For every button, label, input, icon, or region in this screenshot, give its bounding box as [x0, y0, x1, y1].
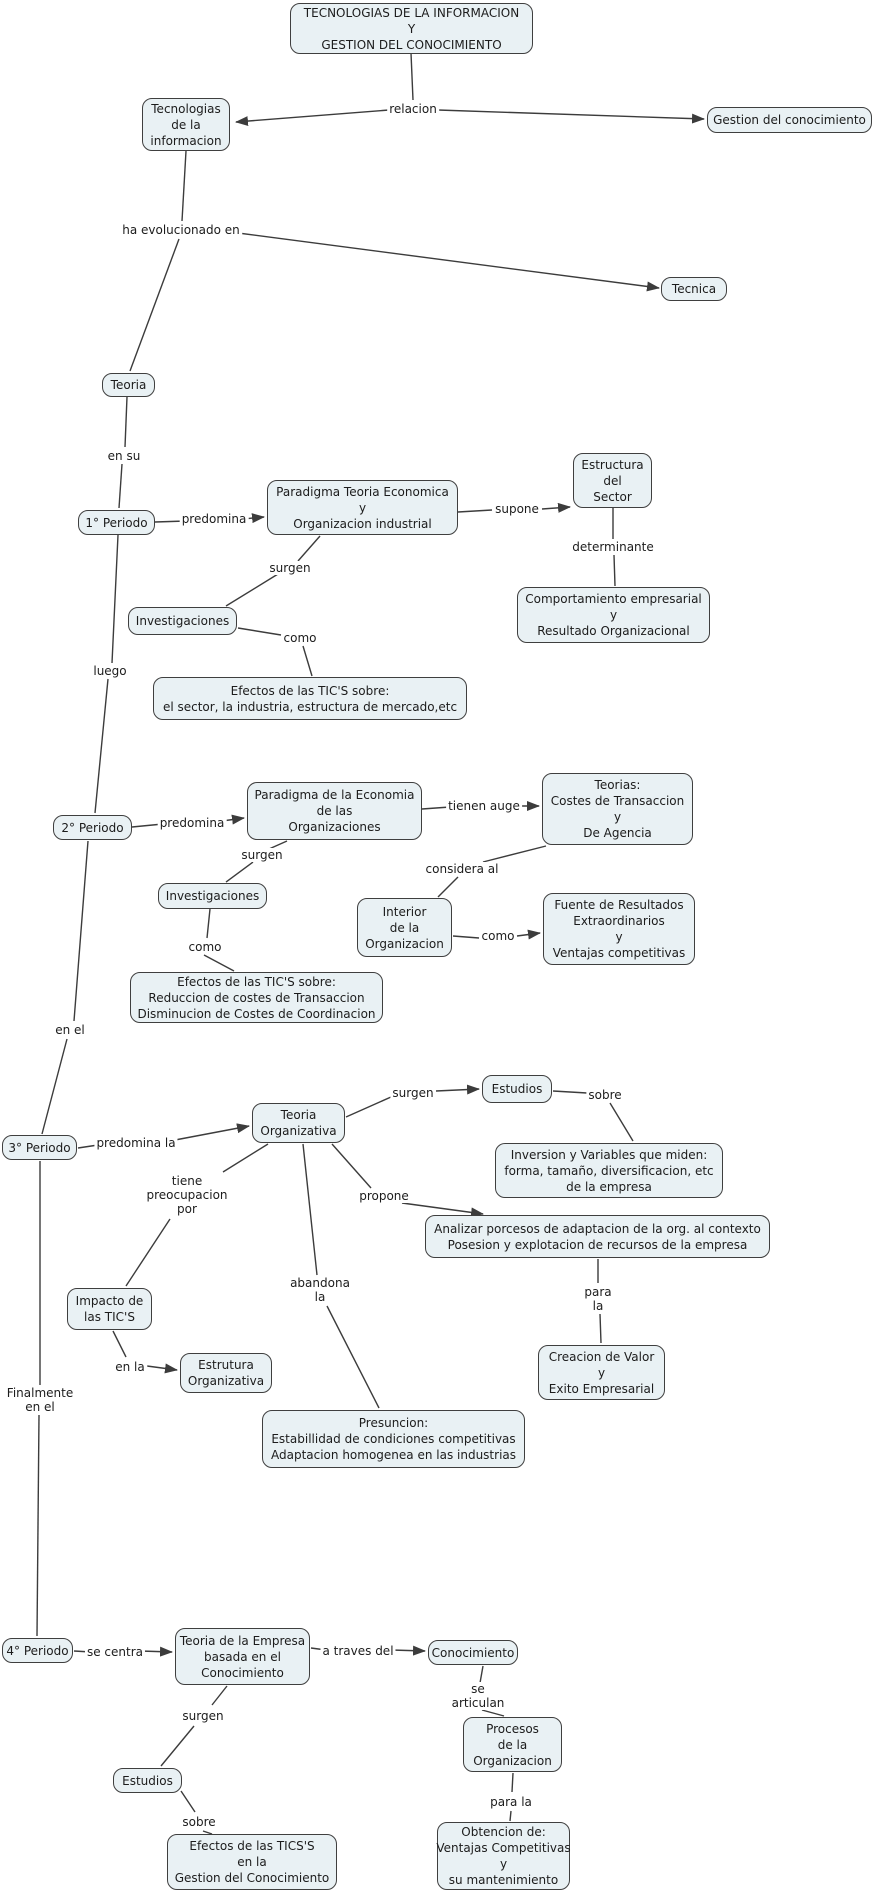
node-efectos-tics-1-text-1: el sector, la industria, estructura de mercado,etc: [162, 699, 458, 714]
node-efectos-tics-3-text-1: en la: [237, 1855, 267, 1869]
node-titulo[interactable]: [290, 3, 533, 54]
node-gestion-conocimiento[interactable]: [707, 107, 872, 133]
node-periodo-2[interactable]: [53, 815, 132, 840]
link-label-se-centra[interactable]: [85, 1645, 145, 1659]
node-analizar-procesos-text-1: Posesion y explotacion de recursos de la empresa: [447, 1237, 748, 1252]
node-investigaciones-1[interactable]: [128, 607, 237, 635]
connector-line-15: [226, 574, 278, 606]
node-analizar-procesos[interactable]: [425, 1215, 770, 1258]
connector-line-59: [510, 1811, 511, 1821]
link-label-ha-evolucionado-en[interactable]: [120, 223, 242, 237]
node-presuncion-text-1: Estabillidad de condiciones competitivas: [271, 1432, 516, 1446]
node-tecnologias-informacion-text-0: Tecnologias: [151, 101, 221, 116]
link-label-en-el[interactable]: [53, 1023, 87, 1037]
connector-line-16: [238, 628, 281, 635]
connector-line-37: [436, 1089, 479, 1091]
link-label-como-3[interactable]: [480, 929, 517, 943]
node-presuncion-text-0: Presuncion:: [358, 1416, 429, 1430]
node-paradigma-teoria-economica[interactable]: [267, 480, 458, 535]
link-label-tiene-preocupacion-por-text-2: por: [177, 1202, 197, 1216]
node-tecnologias-informacion[interactable]: [142, 98, 230, 151]
connector-line-42: [303, 1144, 317, 1275]
link-label-finalmente-en-el-text-1: en el: [25, 1400, 55, 1414]
connector-line-33: [42, 1039, 67, 1134]
link-label-surgen-3[interactable]: [390, 1086, 435, 1100]
link-label-relacion-text-0: relacion: [389, 102, 437, 116]
node-procesos-organizacion-text-1: de la: [497, 1737, 528, 1752]
node-teoria-empresa-conocimiento[interactable]: [175, 1628, 310, 1685]
node-obtencion-ventajas-text-2: y: [499, 1857, 508, 1871]
node-estructura-sector-text-1: del: [603, 473, 622, 488]
link-label-como-2[interactable]: [187, 940, 224, 954]
link-label-supone[interactable]: [493, 502, 541, 516]
link-label-en-la[interactable]: [113, 1360, 147, 1374]
node-teoria-text-0: Teoria: [110, 378, 147, 392]
link-label-surgen-3-text-0: surgen: [392, 1086, 434, 1100]
link-label-para-la-1-text-1: la: [592, 1299, 604, 1313]
connector-line-40: [223, 1144, 268, 1172]
node-teorias-costes-text-1: Costes de Transaccion: [550, 794, 685, 808]
node-periodo-3-text-0: 3° Periodo: [8, 1140, 71, 1155]
node-inversion-variables-text-0: Inversion y Variables que miden:: [510, 1147, 708, 1162]
node-creacion-valor-text-1: y: [597, 1365, 606, 1380]
node-paradigma-teoria-economica-text-2: Organizacion industrial: [293, 516, 432, 531]
link-label-tienen-auge[interactable]: [446, 799, 522, 813]
node-teorias-costes[interactable]: [542, 773, 693, 845]
connector-line-28: [483, 846, 546, 862]
connector-line-0: [411, 53, 413, 100]
connector-line-4: [130, 239, 179, 371]
connector-line-3: [182, 151, 186, 221]
connector-line-45: [402, 1203, 483, 1214]
node-efectos-tics-2[interactable]: [130, 972, 383, 1023]
node-periodo-1[interactable]: [78, 510, 155, 535]
link-label-propone-text-0: propone: [359, 1189, 409, 1203]
connector-line-13: [614, 555, 615, 586]
node-estudios-1-text-0: Estudios: [491, 1082, 543, 1096]
node-comportamiento-resultado-text-0: Comportamiento empresarial: [525, 592, 702, 606]
connector-line-6: [125, 397, 127, 447]
node-inversion-variables-text-2: de la empresa: [566, 1179, 652, 1194]
node-estructura-sector[interactable]: [573, 453, 652, 508]
link-label-en-el-text-0: en el: [55, 1023, 85, 1037]
node-periodo-1-text-0: 1° Periodo: [85, 515, 148, 530]
node-paradigma-economia-text-1: de las: [316, 804, 353, 818]
link-label-para-la-2-text-0: para la: [490, 1795, 532, 1809]
node-periodo-4[interactable]: [2, 1638, 73, 1663]
node-inversion-variables[interactable]: [495, 1143, 723, 1198]
node-comportamiento-resultado[interactable]: [517, 587, 710, 643]
node-teoria-empresa-conocimiento-text-2: Conocimiento: [201, 1665, 284, 1680]
node-conocimiento[interactable]: [428, 1640, 518, 1665]
connector-line-7: [119, 464, 122, 508]
node-estrutura-organizativa-text-0: Estrutura: [198, 1358, 254, 1372]
node-creacion-valor[interactable]: [538, 1345, 665, 1400]
link-label-predomina-2[interactable]: [158, 816, 227, 830]
connector-line-14: [298, 536, 320, 561]
node-titulo-text-0: TECNOLOGIAS DE LA INFORMACION: [303, 5, 520, 20]
link-label-considera-al[interactable]: [424, 862, 501, 876]
connector-line-31: [517, 933, 540, 936]
node-fuente-resultados-text-2: y: [615, 930, 623, 944]
node-paradigma-teoria-economica-text-1: y: [358, 500, 367, 515]
connector-line-51: [37, 1415, 39, 1636]
node-periodo-4-text-0: 4° Periodo: [6, 1643, 69, 1658]
node-teoria-empresa-conocimiento-text-0: Teoria de la Empresa: [179, 1633, 306, 1648]
connector-line-25: [226, 862, 253, 882]
connector-line-18: [112, 535, 118, 663]
connector-line-27: [204, 955, 234, 971]
connector-line-55: [391, 1650, 425, 1651]
link-label-tiene-preocupacion-por-text-0: tiene: [171, 1174, 203, 1188]
node-obtencion-ventajas-text-0: Obtencion de:: [461, 1825, 546, 1839]
connector-line-48: [113, 1331, 126, 1357]
node-procesos-organizacion-text-0: Procesos: [486, 1721, 539, 1736]
node-estructura-sector-text-0: Estructura: [581, 457, 644, 472]
link-label-considera-al-text-0: considera al: [425, 862, 499, 876]
link-label-surgen-2[interactable]: [239, 848, 284, 862]
node-paradigma-economia[interactable]: [247, 782, 422, 840]
link-label-luego[interactable]: [91, 664, 128, 678]
node-inversion-variables-text-1: forma, tamaño, diversificacion, etc: [504, 1163, 714, 1178]
node-estructura-sector-text-2: Sector: [593, 489, 632, 504]
node-investigaciones-1-text-0: Investigaciones: [135, 614, 230, 628]
node-teoria-empresa-conocimiento-text-1: basada en el: [204, 1649, 281, 1664]
node-teoria-organizativa-text-1: Organizativa: [260, 1124, 337, 1138]
node-efectos-tics-2-text-2: Disminucion de Costes de Coordinacion: [137, 1006, 376, 1021]
connector-line-58: [512, 1773, 513, 1792]
connector-line-44: [332, 1144, 371, 1188]
connector-line-1: [236, 110, 389, 122]
link-label-para-la-2[interactable]: [488, 1795, 534, 1809]
connector-line-2: [438, 110, 704, 119]
node-tecnologias-informacion-text-2: informacion: [150, 133, 222, 148]
node-investigaciones-2-text-0: Investigaciones: [165, 889, 260, 903]
link-label-abandona-la-text-1: la: [314, 1290, 326, 1304]
connector-line-38: [553, 1091, 587, 1093]
link-label-predomina-1[interactable]: [180, 512, 249, 526]
link-label-determinante[interactable]: [570, 540, 656, 554]
connector-line-61: [161, 1726, 194, 1766]
link-label-supone-text-0: supone: [495, 502, 539, 516]
node-efectos-tics-2-text-1: Reduccion de costes de Transaccion: [148, 990, 365, 1005]
link-label-en-la-text-0: en la: [115, 1360, 145, 1374]
link-label-abandona-la[interactable]: [288, 1276, 352, 1304]
link-label-luego-text-0: luego: [93, 664, 127, 678]
node-investigaciones-2[interactable]: [158, 883, 267, 909]
link-label-predomina-1-text-0: predomina: [181, 512, 247, 526]
link-label-se-centra-text-0: se centra: [86, 1645, 144, 1659]
link-label-predomina-la[interactable]: [94, 1136, 177, 1150]
node-teoria-organizativa-text-0: Teoria: [280, 1108, 317, 1122]
connector-line-10: [458, 510, 492, 512]
link-label-surgen-2-text-0: surgen: [241, 848, 283, 862]
link-label-se-articulan-text-0: se: [471, 1682, 485, 1696]
connector-line-19: [95, 679, 108, 813]
connector-line-49: [147, 1366, 177, 1370]
link-label-surgen-4[interactable]: [180, 1709, 225, 1723]
link-label-abandona-la-text-0: abandona: [290, 1276, 350, 1290]
node-impacto-tics-text-0: Impacto de: [75, 1294, 144, 1308]
node-teorias-costes-text-2: y: [613, 810, 622, 824]
link-label-para-la-1-text-0: para: [584, 1285, 612, 1299]
connector-line-30: [453, 936, 479, 938]
link-label-sobre-2-text-0: sobre: [182, 1815, 216, 1829]
link-label-finalmente-en-el-text-0: Finalmente: [6, 1386, 74, 1400]
connector-line-32: [74, 841, 88, 1021]
connector-line-29: [438, 877, 458, 897]
link-label-surgen-1[interactable]: [267, 561, 312, 575]
node-estudios-2-text-0: Estudios: [122, 1773, 173, 1788]
node-teoria-organizativa[interactable]: [252, 1103, 345, 1143]
link-label-ha-evolucionado-en-text-0: ha evolucionado en: [122, 223, 240, 237]
connector-line-5: [238, 233, 659, 288]
node-efectos-tics-1-text-0: Efectos de las TIC'S sobre:: [230, 683, 390, 698]
node-presuncion-text-2: Adaptacion homogenea en las industrias: [270, 1448, 517, 1462]
node-procesos-organizacion-text-2: Organizacion: [473, 1753, 552, 1768]
node-interior-organizacion[interactable]: [357, 898, 452, 957]
link-label-surgen-1-text-0: surgen: [269, 561, 311, 575]
node-tecnica-text-0: Tecnica: [671, 282, 717, 296]
node-analizar-procesos-text-0: Analizar porcesos de adaptacion de la org. al contexto: [434, 1221, 761, 1236]
link-label-propone[interactable]: [357, 1189, 411, 1203]
link-label-se-articulan-text-1: articulan: [451, 1696, 505, 1710]
node-impacto-tics-text-1: las TIC'S: [84, 1310, 135, 1324]
node-teorias-costes-text-0: Teorias:: [594, 778, 641, 792]
node-comportamiento-resultado-text-1: y: [609, 608, 618, 622]
link-label-como-1[interactable]: [282, 631, 319, 645]
node-periodo-3[interactable]: [2, 1135, 77, 1160]
node-teorias-costes-text-3: De Agencia: [583, 826, 652, 840]
link-label-determinante-text-0: determinante: [572, 540, 654, 554]
node-fuente-resultados-text-0: Fuente de Resultados: [554, 898, 684, 912]
connector-line-41: [126, 1219, 170, 1286]
node-interior-organizacion-text-2: Organizacion: [365, 936, 444, 951]
connector-line-56: [480, 1666, 483, 1683]
connector-line-36: [346, 1097, 391, 1117]
node-creacion-valor-text-2: Exito Empresarial: [548, 1381, 655, 1396]
connector-line-60: [212, 1686, 227, 1705]
link-label-sobre-1[interactable]: [586, 1088, 623, 1102]
node-paradigma-teoria-economica-text-0: Paradigma Teoria Economica: [276, 484, 449, 499]
node-interior-organizacion-text-0: Interior: [382, 904, 427, 919]
link-label-predomina-2-text-0: predomina: [159, 816, 225, 830]
node-presuncion[interactable]: [262, 1410, 525, 1468]
link-label-se-articulan[interactable]: [450, 1682, 507, 1710]
node-obtencion-ventajas-text-1: Ventajas Competitivas: [436, 1841, 571, 1855]
node-tecnologias-informacion-text-1: de la: [171, 117, 201, 132]
node-estudios-2[interactable]: [113, 1768, 182, 1793]
node-impacto-tics[interactable]: [67, 1288, 152, 1330]
connector-line-35: [175, 1126, 249, 1140]
link-label-a-traves-del[interactable]: [320, 1644, 395, 1658]
link-label-sobre-2[interactable]: [180, 1815, 217, 1829]
connector-line-17: [303, 646, 312, 676]
node-efectos-tics-1[interactable]: [153, 677, 467, 720]
node-efectos-tics-2-text-0: Efectos de las TIC'S sobre:: [177, 974, 336, 989]
node-interior-organizacion-text-1: de la: [389, 920, 420, 935]
node-efectos-tics-3-text-2: Gestion del Conocimiento: [174, 1871, 330, 1885]
connector-line-11: [542, 507, 570, 509]
connector-line-26: [207, 909, 210, 938]
node-fuente-resultados-text-3: Ventajas competitivas: [552, 946, 686, 960]
link-label-sobre-1-text-0: sobre: [588, 1088, 622, 1102]
link-label-como-2-text-0: como: [188, 940, 222, 954]
node-fuente-resultados[interactable]: [543, 893, 695, 965]
link-label-en-su[interactable]: [106, 449, 143, 463]
node-conocimiento-text-0: Conocimiento: [431, 1645, 515, 1660]
connector-line-39: [610, 1103, 633, 1141]
link-label-tiene-preocupacion-por-text-1: preocupacion: [146, 1188, 228, 1202]
node-paradigma-economia-text-0: Paradigma de la Economia: [254, 788, 415, 802]
node-estrutura-organizativa-text-1: Organizativa: [187, 1374, 265, 1388]
node-paradigma-economia-text-2: Organizaciones: [288, 820, 381, 834]
node-creacion-valor-text-0: Creacion de Valor: [548, 1349, 655, 1364]
link-label-como-1-text-0: como: [283, 631, 317, 645]
link-label-relacion[interactable]: [387, 102, 439, 116]
link-label-surgen-4-text-0: surgen: [182, 1709, 224, 1723]
connector-line-57: [482, 1710, 504, 1716]
connector-line-47: [600, 1314, 601, 1343]
node-titulo-text-2: GESTION DEL CONOCIMIENTO: [321, 37, 502, 52]
node-obtencion-ventajas[interactable]: [437, 1822, 570, 1890]
link-label-a-traves-del-text-0: a traves del: [322, 1644, 394, 1658]
node-comportamiento-resultado-text-2: Resultado Organizacional: [537, 624, 690, 638]
node-obtencion-ventajas-text-3: su mantenimiento: [448, 1873, 559, 1887]
connector-line-43: [327, 1306, 379, 1408]
link-label-predomina-la-text-0: predomina la: [96, 1136, 176, 1150]
node-efectos-tics-3-text-0: Efectos de las TICS'S: [189, 1839, 315, 1853]
node-periodo-2-text-0: 2° Periodo: [61, 820, 124, 835]
link-label-para-la-1[interactable]: [582, 1285, 613, 1313]
node-estudios-1[interactable]: [482, 1075, 552, 1103]
node-fuente-resultados-text-1: Extraordinarios: [573, 914, 665, 928]
link-label-finalmente-en-el[interactable]: [5, 1386, 75, 1414]
node-tecnica[interactable]: [661, 277, 727, 301]
node-gestion-conocimiento-text-0: Gestion del conocimiento: [713, 113, 866, 127]
link-label-como-3-text-0: como: [481, 929, 515, 943]
link-label-tienen-auge-text-0: tienen auge: [448, 799, 520, 813]
node-teoria[interactable]: [102, 373, 155, 397]
link-label-en-su-text-0: en su: [107, 449, 141, 463]
connector-line-62: [181, 1791, 195, 1812]
node-titulo-text-1: Y: [407, 21, 416, 36]
link-label-tiene-preocupacion-por[interactable]: [144, 1174, 229, 1216]
node-estrutura-organizativa[interactable]: [180, 1353, 272, 1393]
node-procesos-organizacion[interactable]: [463, 1717, 562, 1772]
node-efectos-tics-3[interactable]: [167, 1834, 337, 1890]
